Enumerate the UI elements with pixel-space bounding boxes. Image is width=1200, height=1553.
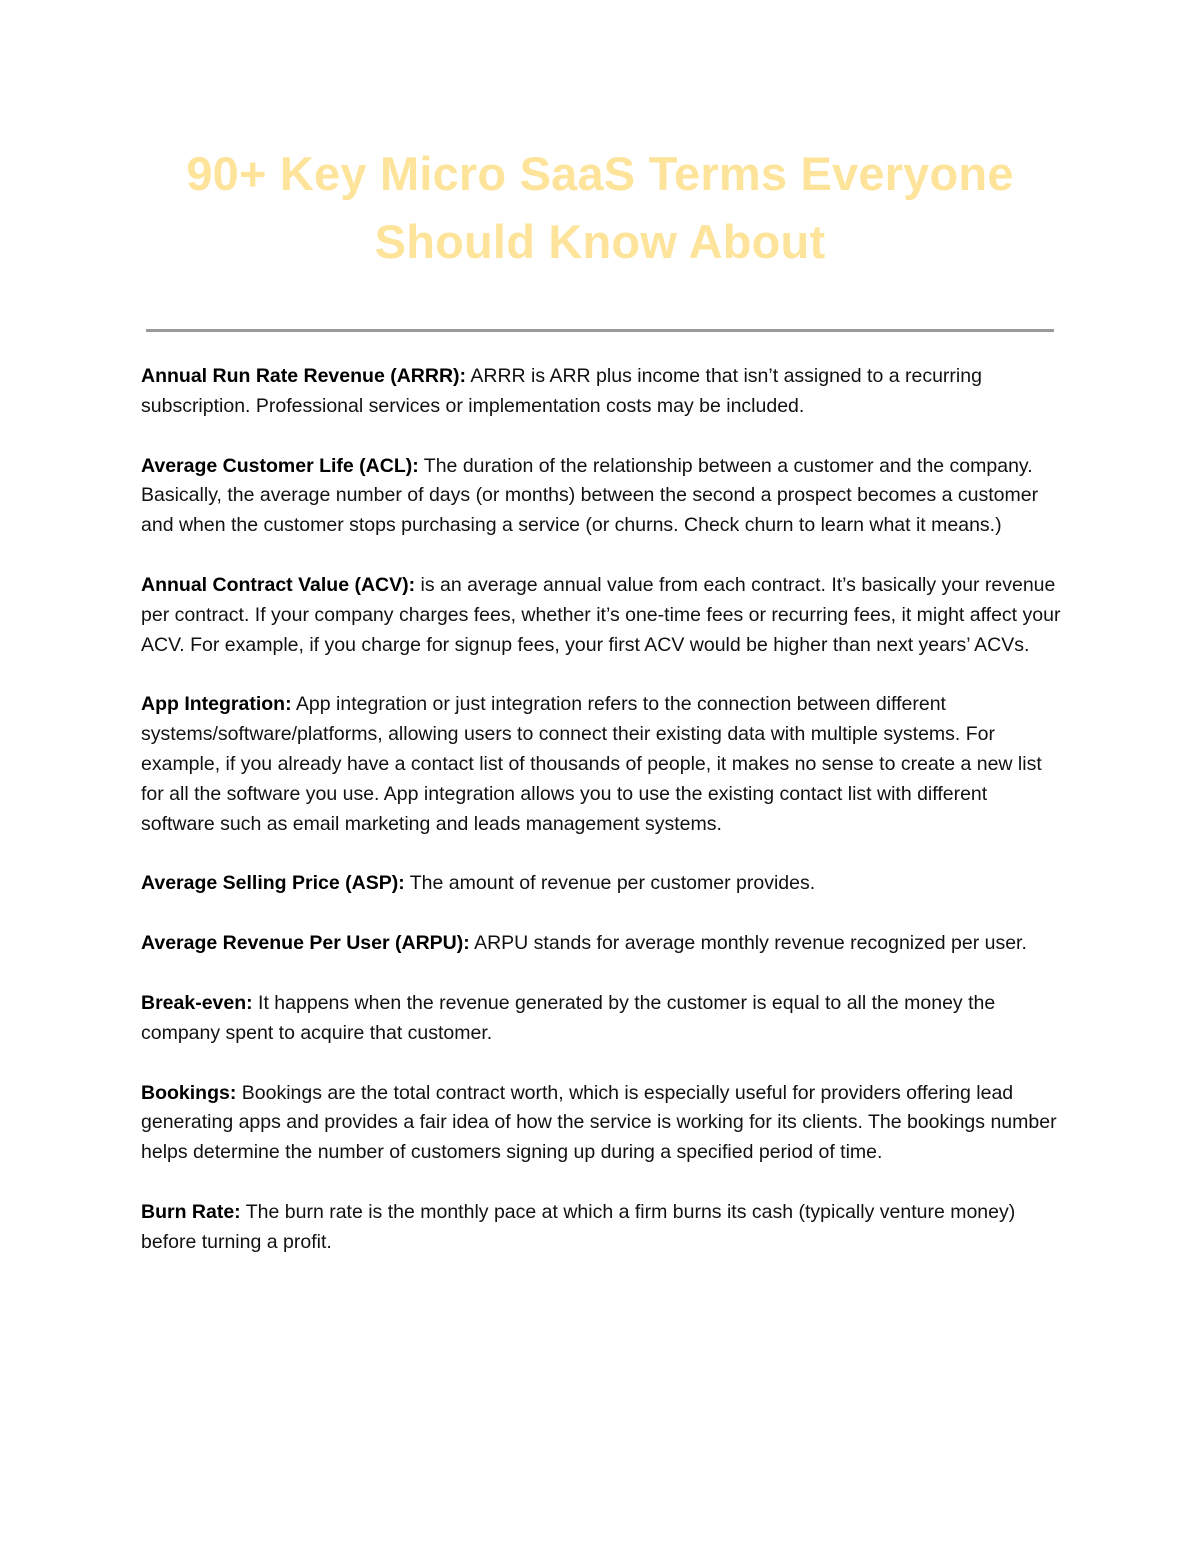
term-definition: is an average annual value from each contract. It’s basically your revenue per contract. If your company charges fees, whether it’s one-time fees or recurring fees, it might affect your ACV. For example, if you charge for signup fees, your first ACV would be higher than next years’ ACVs. [141, 573, 1061, 656]
term-entry-asp [141, 869, 1066, 899]
term-entry-break-even [141, 989, 1066, 1049]
term-definition: ARPU stands for average monthly revenue recognized per user. [469, 932, 1027, 955]
page-title: 90+ Key Micro SaaS Terms Everyone Should Know About [186, 147, 1014, 268]
term-definition: ARRR is ARR plus income that isn’t assigned to a recurring subscription. Professional services or implementation costs may be included. [141, 365, 982, 417]
term-name: Bookings: [141, 1081, 237, 1104]
term-definition: App integration or just integration refers to the connection between different systems/software/platforms, allowing users to connect their existing data with multiple systems. For example, if you already have a contact list of thousands of people, it makes no sense to create a new list for all the software you use. App integration allows you to use the existing contact list with different software such as email marketing and leads management systems. [141, 693, 1042, 835]
term-name: Average Selling Price (ASP): [141, 872, 405, 895]
term-entry-app-integration [141, 690, 1066, 839]
term-entry-acv [141, 571, 1066, 660]
term-name: Annual Contract Value (ACV): [141, 573, 416, 596]
term-entry-arrr [141, 362, 1066, 422]
horizontal-divider [146, 329, 1054, 332]
term-entry-acl [141, 452, 1066, 541]
term-name: Annual Run Rate Revenue (ARRR): [141, 365, 467, 387]
term-definition: It happens when the revenue generated by the customer is equal to all the money the company spent to acquire that customer. [141, 991, 996, 1044]
term-definition: The burn rate is the monthly pace at which a firm burns its cash (typically venture money) before turning a profit. [141, 1200, 1016, 1253]
term-name: Break-even: [141, 991, 253, 1014]
term-entry-bookings [141, 1079, 1066, 1168]
term-name: Burn Rate: [141, 1200, 241, 1223]
term-entry-burn-rate [141, 1198, 1066, 1258]
term-definition: The amount of revenue per customer provides. [404, 872, 816, 895]
term-name: Average Customer Life (ACL): [141, 454, 419, 477]
term-definition: The duration of the relationship between a customer and the company. Basically, the average number of days (or months) between the second a prospect becomes a customer and when the customer stops purchasing a service (or churns. Check churn to learn what it means.) [141, 454, 1039, 537]
term-name: App Integration: [141, 693, 292, 716]
term-definition: Bookings are the total contract worth, which is especially useful for providers offering lead generating apps and provides a fair idea of how the service is working for its clients. The bookings number helps determine the number of customers signing up during a specified period of time. [141, 1081, 1057, 1164]
term-entry-arpu [141, 929, 1066, 959]
terms-list [141, 362, 1066, 1288]
term-name: Average Revenue Per User (ARPU): [141, 932, 470, 955]
